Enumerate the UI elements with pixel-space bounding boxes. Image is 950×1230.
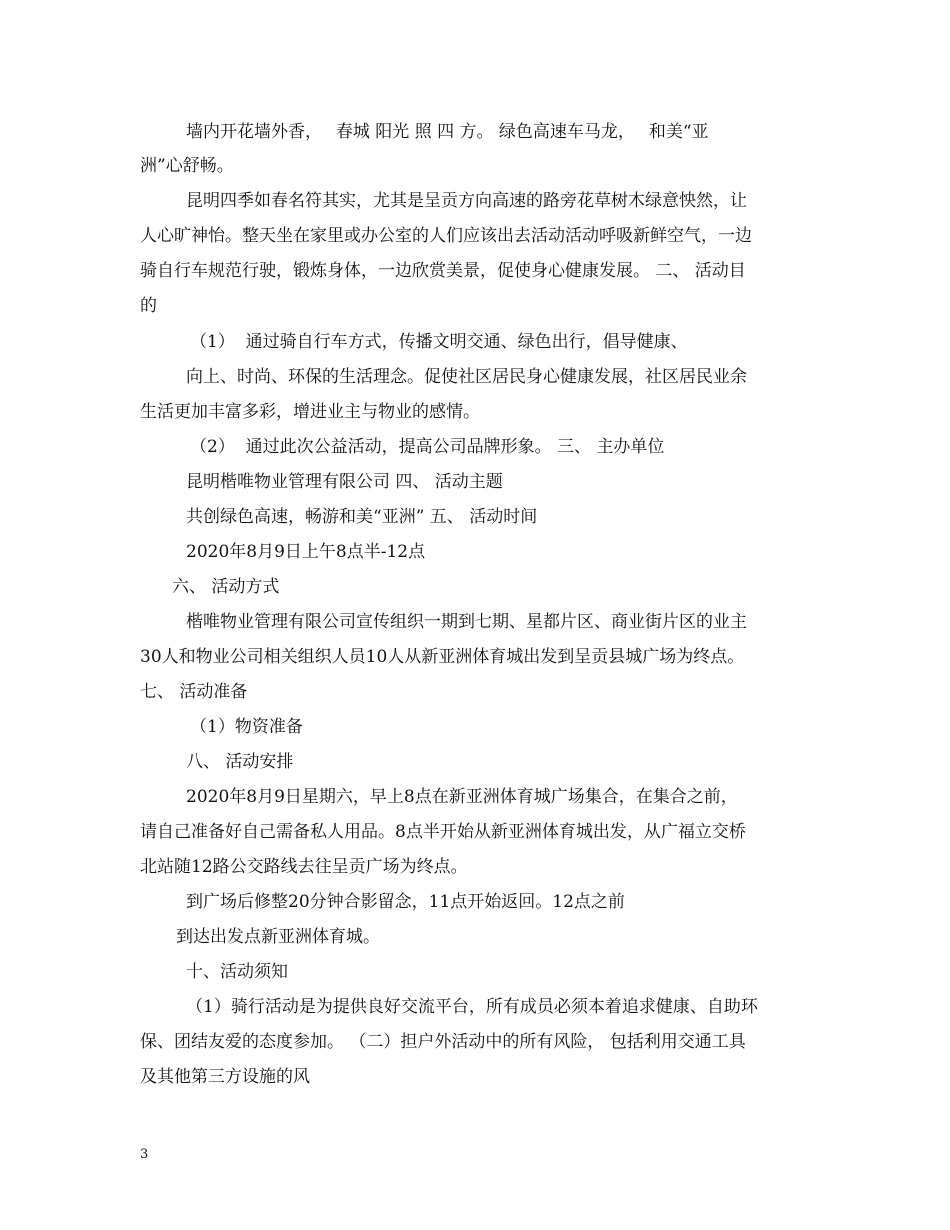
- text-line: 2020年8月9日星期六，早上8点在新亚洲体育城广场集合，在集合之前，: [186, 787, 738, 807]
- text-line: 墙内开花墙外香， 春城 阳光 照 四 方。 绿色高速车马龙， 和美“亚: [186, 122, 709, 142]
- text-line: 洲”心舒畅。: [140, 156, 234, 176]
- text-line: 楷唯物业管理有限公司宣传组织一期到七期、星都片区、商业街片区的业主: [186, 612, 747, 632]
- page-number: 3: [140, 1147, 149, 1162]
- text-line: 八、 活动安排: [186, 752, 294, 772]
- text-line: 六、 活动方式: [172, 577, 280, 597]
- text-line: 到达出发点新亚洲体育城。: [176, 927, 380, 947]
- text-line: 到广场后修整20分钟合影留念，11点开始返回。12点之前: [186, 892, 625, 912]
- text-line: 保、团结友爱的态度参加。 （二）担户外活动中的所有风险， 包括利用交通工具: [140, 1032, 746, 1052]
- text-line: 请自己准备好自己需备私人用品。8点半开始从新亚洲体育城出发，从广福立交桥: [140, 822, 746, 842]
- text-line: 七、 活动准备: [140, 682, 248, 702]
- text-line: （2） 通过此次公益活动，提高公司品牌形象。 三、 主办单位: [190, 437, 665, 457]
- text-line: 昆明四季如春名符其实，尤其是呈贡方向高速的路旁花草树木绿意怏然，让: [186, 191, 747, 211]
- text-line: 向上、时尚、环保的生活理念。促使社区居民身心健康发展，社区居民业余: [186, 367, 747, 387]
- text-line: 昆明楷唯物业管理有限公司 四、 活动主题: [186, 472, 503, 492]
- text-line: 的: [140, 296, 157, 316]
- text-line: 30人和物业公司相关组织人员10人从新亚洲体育城出发到呈贡县城广场为终点。: [140, 647, 745, 667]
- text-line: 北站随12路公交路线去往呈贡广场为终点。: [140, 857, 468, 877]
- text-line: 及其他第三方设施的风: [140, 1067, 310, 1087]
- text-line: （1）物资准备: [190, 717, 303, 737]
- text-line: 共创绿色高速，畅游和美“亚洲” 五、 活动时间: [186, 507, 538, 527]
- text-line: 骑自行车规范行驶，锻炼身体，一边欣赏美景，促使身心健康发展。 二、 活动目: [140, 261, 746, 281]
- text-line: （1） 通过骑自行车方式，传播文明交通、绿色出行，倡导健康、: [190, 332, 688, 352]
- text-line: 十、活动须知: [186, 962, 288, 982]
- text-line: 生活更加丰富多彩，增进业主与物业的感情。: [140, 402, 480, 422]
- text-line: 2020年8月9日上午8点半-12点: [186, 542, 426, 562]
- text-line: （1）骑行活动是为提供良好交流平台，所有成员必须本着追求健康、自助环: [186, 997, 758, 1017]
- text-line: 人心旷神怡。整天坐在家里或办公室的人们应该出去活动活动呼吸新鲜空气，一边: [140, 226, 752, 246]
